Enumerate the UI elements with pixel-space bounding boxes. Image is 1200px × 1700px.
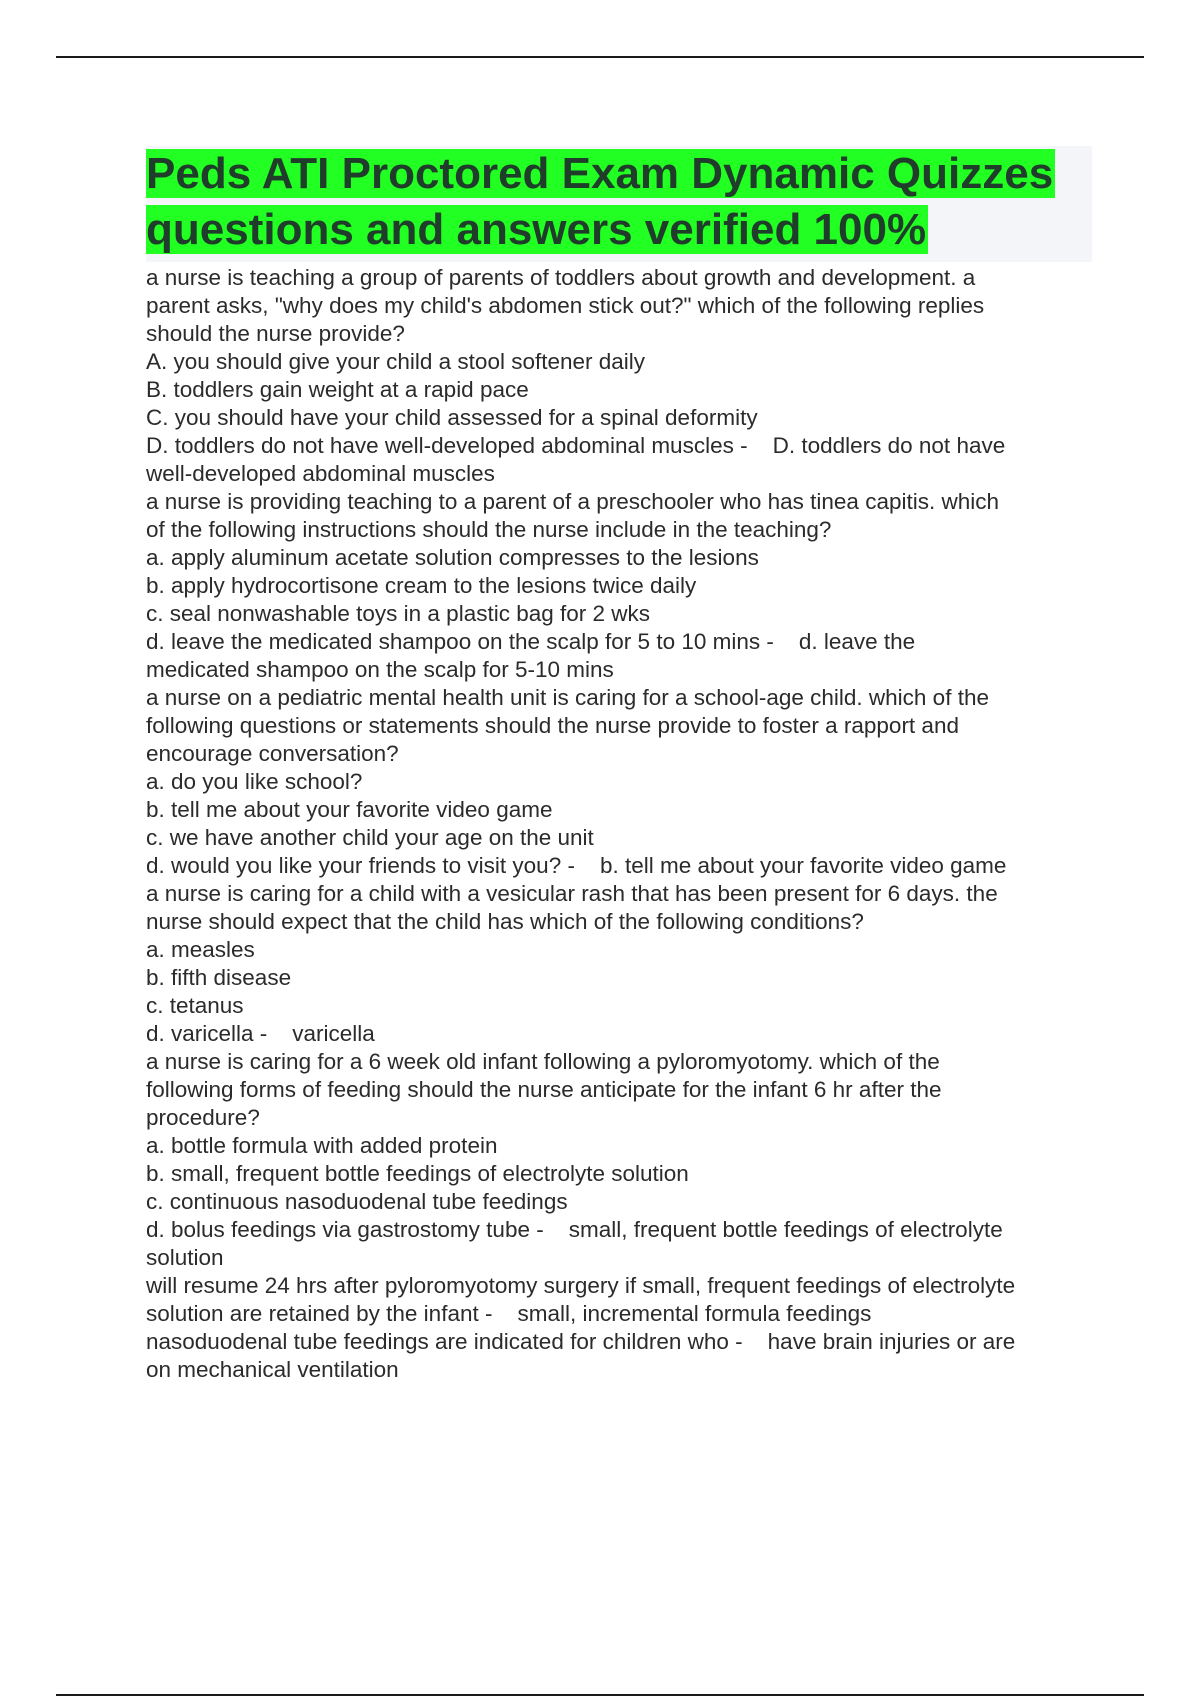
text-line: d. leave the medicated shampoo on the scalp for 5 to 10 mins - d. leave the xyxy=(146,629,916,654)
text-line: of the following instructions should the nurse include in the teaching? xyxy=(146,517,832,542)
page-content xyxy=(146,146,1092,1384)
text-line: nasoduodenal tube feedings are indicated for children who - have brain injuries or are xyxy=(146,1329,1016,1354)
text-line: d. would you like your friends to visit you? - b. tell me about your favorite video game xyxy=(146,853,1007,878)
text-line: a nurse is caring for a 6 week old infant following a pyloromyotomy. which of the xyxy=(146,1049,940,1074)
text-line: following questions or statements should the nurse provide to foster a rapport and xyxy=(146,713,959,738)
text-line: should the nurse provide? xyxy=(146,321,405,346)
text-line: d. bolus feedings via gastrostomy tube - small, frequent bottle feedings of electrolyte xyxy=(146,1217,1003,1242)
top-rule xyxy=(56,56,1144,58)
text-line: B. toddlers gain weight at a rapid pace xyxy=(146,377,529,402)
text-line: solution xyxy=(146,1245,224,1270)
text-line: a nurse is providing teaching to a parent of a preschooler who has tinea capitis. which xyxy=(146,489,1000,514)
text-line: D. toddlers do not have well-developed abdominal muscles - D. toddlers do not have xyxy=(146,433,1006,458)
text-line: C. you should have your child assessed for a spinal deformity xyxy=(146,405,758,430)
text-line: b. apply hydrocortisone cream to the lesions twice daily xyxy=(146,573,697,598)
text-line: will resume 24 hrs after pyloromyotomy surgery if small, frequent feedings of electrolyte xyxy=(146,1273,1016,1298)
text-line: c. we have another child your age on the unit xyxy=(146,825,594,850)
text-line: c. continuous nasoduodenal tube feedings xyxy=(146,1189,568,1214)
title-block xyxy=(146,146,1092,262)
text-line: a nurse is caring for a child with a vesicular rash that has been present for 6 days. the xyxy=(146,881,998,906)
text-line: b. small, frequent bottle feedings of electrolyte solution xyxy=(146,1161,689,1186)
text-line: a. apply aluminum acetate solution compresses to the lesions xyxy=(146,545,759,570)
text-line: a. do you like school? xyxy=(146,769,363,794)
text-line: solution are retained by the infant - small, incremental formula feedings xyxy=(146,1301,872,1326)
title-highlight: Peds ATI Proctored Exam Dynamic Quizzes questions and answers verified 100% xyxy=(146,149,1054,254)
text-line: well-developed abdominal muscles xyxy=(146,461,495,486)
text-line: medicated shampoo on the scalp for 5-10 mins xyxy=(146,657,614,682)
text-line: a. bottle formula with added protein xyxy=(146,1133,498,1158)
text-line: c. tetanus xyxy=(146,993,244,1018)
text-line: d. varicella - varicella xyxy=(146,1021,375,1046)
text-line: b. tell me about your favorite video game xyxy=(146,797,553,822)
text-line: on mechanical ventilation xyxy=(146,1357,399,1382)
text-line: procedure? xyxy=(146,1105,260,1130)
document-title xyxy=(146,146,1092,258)
text-line: encourage conversation? xyxy=(146,741,399,766)
text-line: c. seal nonwashable toys in a plastic bag for 2 wks xyxy=(146,601,651,626)
text-line: parent asks, "why does my child's abdomen stick out?" which of the following replies xyxy=(146,293,985,318)
text-line: following forms of feeding should the nurse anticipate for the infant 6 hr after the xyxy=(146,1077,942,1102)
text-line: a nurse on a pediatric mental health unit is caring for a school-age child. which of the xyxy=(146,685,989,710)
document-body xyxy=(146,264,1092,1384)
text-line: A. you should give your child a stool softener daily xyxy=(146,349,646,374)
text-line: b. fifth disease xyxy=(146,965,292,990)
text-line: nurse should expect that the child has which of the following conditions? xyxy=(146,909,864,934)
bottom-rule xyxy=(56,1694,1144,1696)
text-line: a. measles xyxy=(146,937,255,962)
text-line: a nurse is teaching a group of parents of toddlers about growth and development. a xyxy=(146,265,976,290)
